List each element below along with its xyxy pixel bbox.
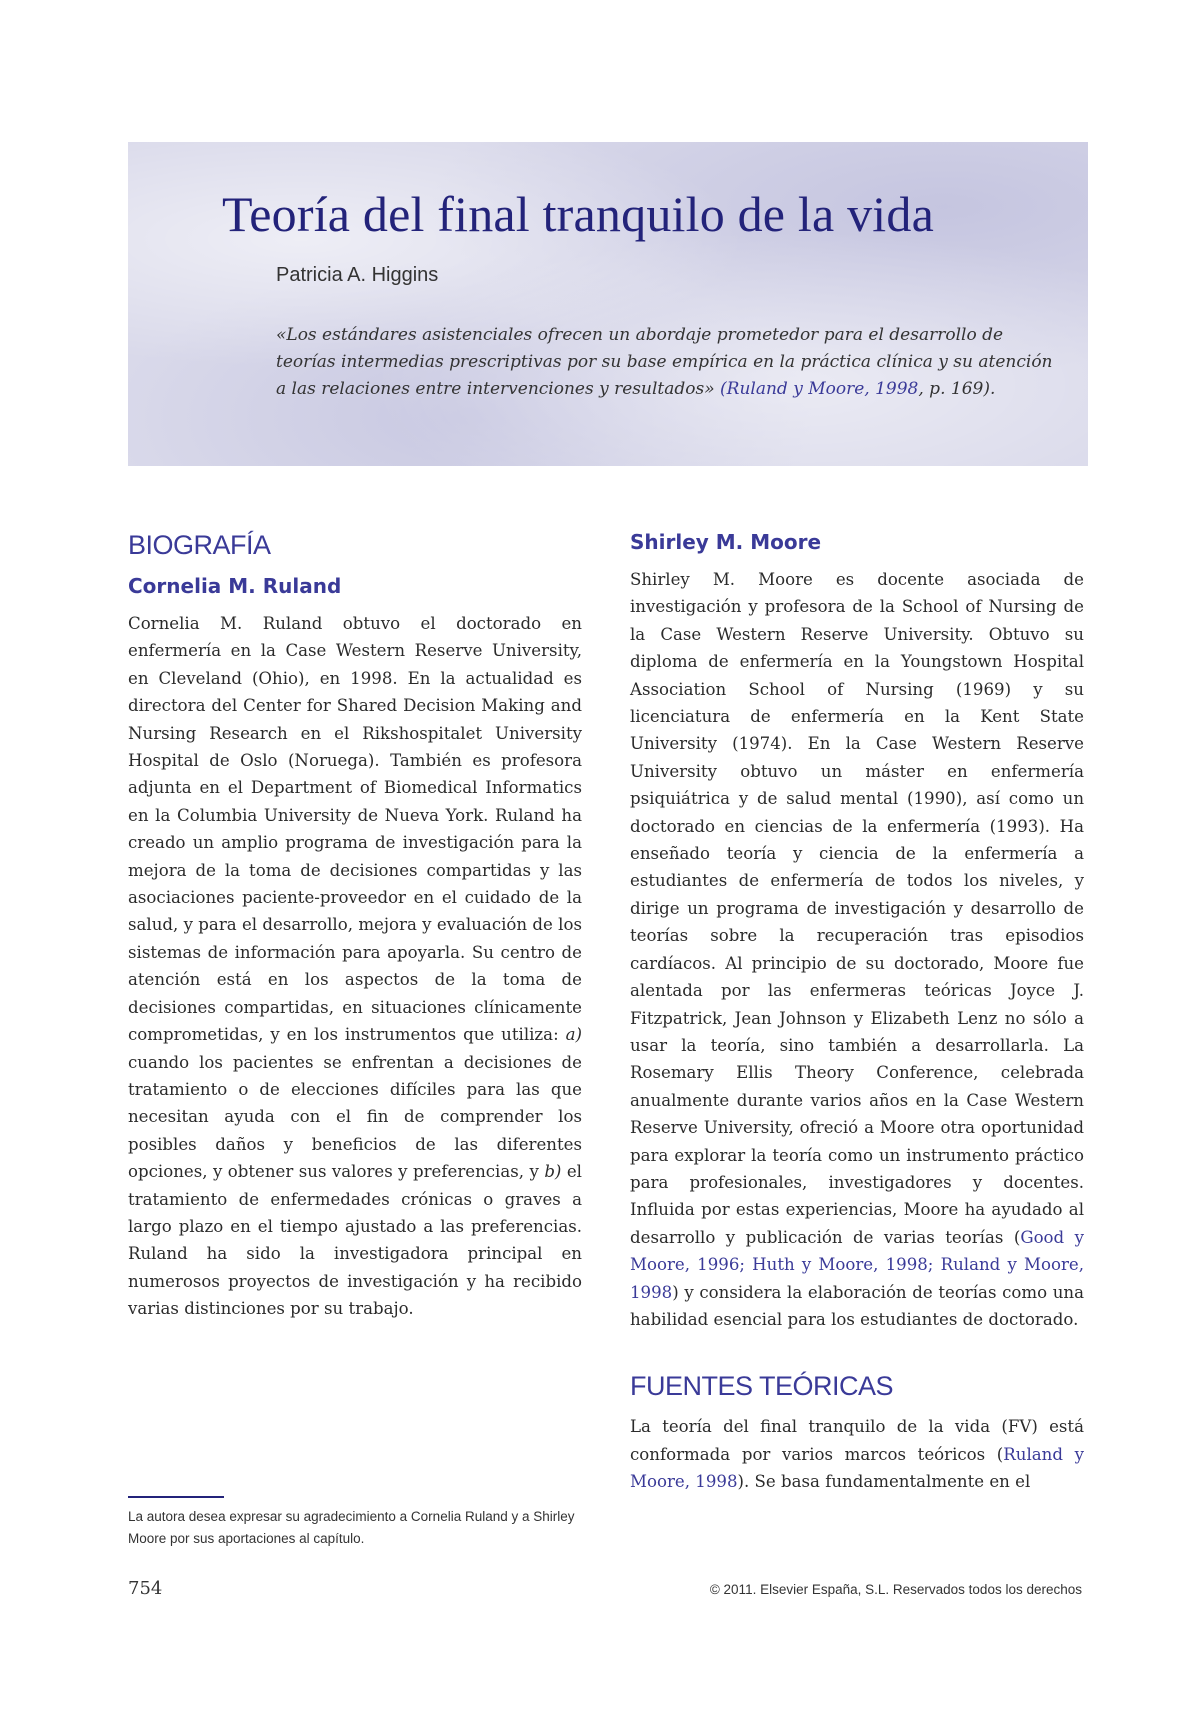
list-marker-b: b) [544,1162,562,1182]
subsection-title-moore: Shirley M. Moore [630,530,822,554]
epigraph-quote: «Los estándares asistenciales ofrecen un abordaje prometedor para el desarrollo de teorías intermedias prescriptivas por su base empírica en la práctica clínica y su atención a las relaciones entre intervenciones y resultados» [276,325,1053,399]
ruland-text-part1: Cornelia M. Ruland obtuvo el doctorado en enfermería en la Case Western Reserve University, en Cleveland (Ohio), en 1998. En la actualidad es directora del Center for Shared Decision Making and Nursing Research en el Rikshospitalet University Hospital de Oslo (Noruega). También es profesora adjunta en el Department of Biomedical Informatics en la Columbia University de Nueva York. Ruland ha creado un amplio programa de investigación para la mejora de la toma de decisiones compartidas y las asociaciones paciente-proveedor en el cuidado de la salud, y para el desarrollo, mejora y evaluación de los sistemas de información para apoyarla. Su centro de atención está en los aspectos de la toma de decisiones compartidas, en situaciones clínicamente comprometidas, y en los instrumentos que utiliza: [128,614,582,1045]
footnote-divider [128,1496,224,1498]
ruland-text-part3: el tratamiento de enfermedades crónicas o graves a largo plazo en el tiempo ajustado a las preferencias. Ruland ha sido la investigadora principal en numerosos proyectos de investigación y ha recibido varias distinciones por su trabajo. [128,1162,582,1319]
page-number: 754 [128,1578,163,1599]
moore-biography-paragraph [630,566,1084,1333]
moore-text-part2: ) y considera la elaboración de teorías como una habilidad esencial para los estudiantes de doctorado. [630,1282,1084,1329]
moore-citations-link[interactable]: Good y Moore, 1996; Huth y Moore, 1998; Ruland y Moore, 1998 [630,1227,1084,1302]
epigraph-tail: , p. 169). [918,379,996,399]
ruland-text-part2: cuando los pacientes se enfrentan a decisiones de tratamiento o de elecciones difíciles para las que necesitan ayuda con el fin de comprender los posibles daños y beneficios de las diferentes opciones, y obtener sus valores y preferencias, y [128,1052,582,1182]
fuentes-citation-link[interactable]: Ruland y Moore, 1998 [630,1444,1085,1492]
chapter-author: Patricia A. Higgins [276,264,439,286]
left-column [128,528,582,1323]
right-column [630,528,1084,1496]
fuentes-paragraph [630,1413,1084,1495]
footnote: La autora desea expresar su agradecimiento a Cornelia Ruland y a Shirley Moore por sus aportaciones al capítulo. [128,1509,575,1546]
list-marker-a: a) [565,1025,582,1045]
fuentes-text-part2: ). Se basa fundamentalmente en el [737,1472,1031,1492]
fuentes-text-part1: La teoría del final tranquilo de la vida (FV) está conformada por varios marcos teóricos ( [630,1417,1084,1464]
section-title-fuentes-teoricas: FUENTES TEÓRICAS [630,1371,894,1402]
copyright-notice: © 2011. Elsevier España, S.L. Reservados todos los derechos [709,1582,1082,1597]
chapter-title: Teoría del final tranquilo de la vida [222,186,934,242]
ruland-biography-paragraph [128,610,582,1323]
epigraph [276,322,1056,403]
moore-text-part1: Shirley M. Moore es docente asociada de investigación y profesora de la School of Nursing de la Case Western Reserve University. Obtuvo su diploma de enfermería en la Youngstown Hospital Association School of Nursing (1969) y su licenciatura de enfermería en la Kent State University (1974). En la Case Western Reserve University obtuvo un máster en enfermería psiquiátrica y de salud mental (1990), así como un doctorado en ciencias de la enfermería (1993). Ha enseñado teoría y ciencia de la enfermería a estudiantes de enfermería de todos los niveles, y dirige un programa de investigación y desarrollo de teorías sobre la recuperación tras episodios cardíacos. Al principio de su doctorado, Moore fue alentada por las enfermeras teóricas Joyce J. Fitzpatrick, Jean Johnson y Elizabeth Lenz no sólo a usar la teoría, sino también a desarrollarla. La Rosemary Ellis Theory Conference, celebrada anualmente durante varios años en la Case Western Reserve University, ofreció a Moore otra oportunidad para explorar la teoría como un instrumento práctico para profesionales, investigadores y docentes. Influida por estas experiencias, Moore ha ayudado al desarrollo y publicación de varias teorías ( [630,570,1084,1247]
subsection-title-ruland: Cornelia M. Ruland [128,574,342,598]
section-title-biografia: BIOGRAFÍA [128,530,271,560]
epigraph-citation-link[interactable]: (Ruland y Moore, 1998 [720,379,919,399]
